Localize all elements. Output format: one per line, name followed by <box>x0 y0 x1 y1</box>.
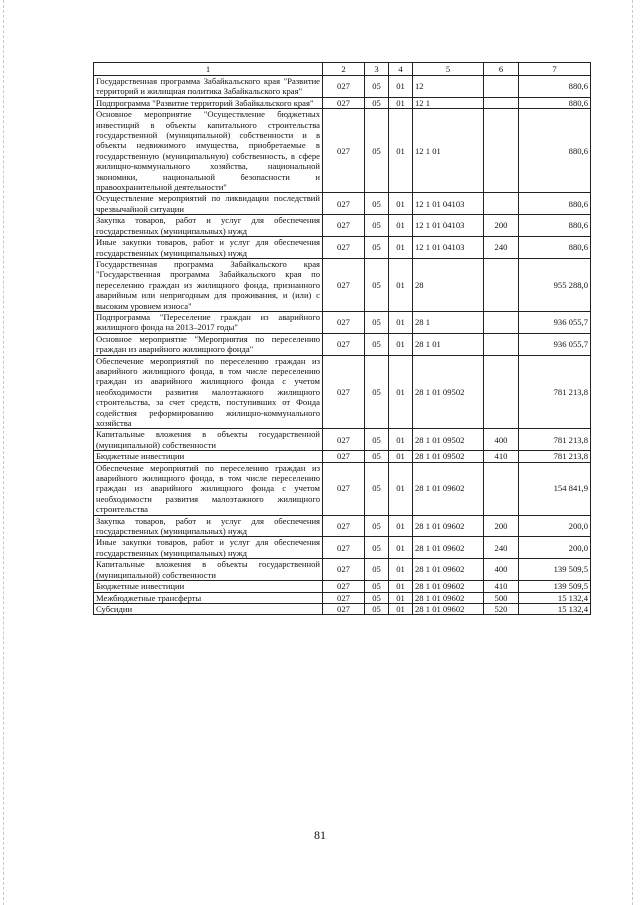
item-name-cell: Закупка товаров, работ и услуг для обеспечения государственных (муниципальных) нужд <box>94 515 323 537</box>
subsection-cell: 01 <box>389 311 413 333</box>
expense-type-cell <box>484 258 519 311</box>
subsection-cell: 01 <box>389 258 413 311</box>
expense-type-cell: 400 <box>484 429 519 451</box>
item-name-cell: Подпрограмма "Развитие территорий Забайкальского края" <box>94 97 323 108</box>
item-name-cell: Капитальные вложения в объекты государственной (муниципальной) собственности <box>94 559 323 581</box>
scan-edge-right <box>632 0 633 905</box>
scan-edge-left <box>3 0 4 905</box>
item-name-cell: Закупка товаров, работ и услуг для обеспечения государственных (муниципальных) нужд <box>94 215 323 237</box>
expense-type-cell: 200 <box>484 215 519 237</box>
section-cell: 05 <box>365 76 389 98</box>
admin-code-cell: 027 <box>323 537 365 559</box>
table-row <box>94 258 591 311</box>
admin-code-cell: 027 <box>323 333 365 355</box>
table-row <box>94 603 591 614</box>
item-name-cell: Обеспечение мероприятий по переселению граждан из аварийного жилищного фонда, в том числе переселению граждан из аварийного жилищного фонда с учетом необходимости развития малоэтажного жилищного строительства <box>94 462 323 515</box>
table-row <box>94 76 591 98</box>
section-cell: 05 <box>365 603 389 614</box>
target-article-cell: 12 1 01 04103 <box>413 215 484 237</box>
admin-code-cell: 027 <box>323 311 365 333</box>
amount-cell: 880,6 <box>519 109 591 193</box>
section-cell: 05 <box>365 97 389 108</box>
target-article-cell: 12 1 01 04103 <box>413 193 484 215</box>
table-row <box>94 215 591 237</box>
section-cell: 05 <box>365 537 389 559</box>
table-row <box>94 109 591 193</box>
section-cell: 05 <box>365 429 389 451</box>
target-article-cell: 12 <box>413 76 484 98</box>
section-cell: 05 <box>365 333 389 355</box>
header-col-3: 3 <box>365 63 389 76</box>
item-name-cell: Иные закупки товаров, работ и услуг для обеспечения государственных (муниципальных) нужд <box>94 237 323 259</box>
target-article-cell: 28 1 01 09602 <box>413 603 484 614</box>
subsection-cell: 01 <box>389 355 413 429</box>
amount-cell: 139 509,5 <box>519 581 591 592</box>
admin-code-cell: 027 <box>323 97 365 108</box>
amount-cell: 880,6 <box>519 97 591 108</box>
expense-type-cell <box>484 193 519 215</box>
item-name-cell: Капитальные вложения в объекты государственной (муниципальной) собственности <box>94 429 323 451</box>
admin-code-cell: 027 <box>323 76 365 98</box>
amount-cell: 936 055,7 <box>519 311 591 333</box>
subsection-cell: 01 <box>389 462 413 515</box>
subsection-cell: 01 <box>389 559 413 581</box>
header-col-6: 6 <box>484 63 519 76</box>
target-article-cell: 28 1 01 09602 <box>413 537 484 559</box>
subsection-cell: 01 <box>389 215 413 237</box>
target-article-cell: 28 1 01 09502 <box>413 355 484 429</box>
header-col-4: 4 <box>389 63 413 76</box>
expense-type-cell: 500 <box>484 592 519 603</box>
page-number: 81 <box>314 828 326 842</box>
table-row <box>94 451 591 462</box>
item-name-cell: Основное мероприятие "Осуществление бюджетных инвестиций в объекты капитального строительства государственной (муниципальной) собственности и в объекты недвижимого имущества, приобретаемые в государственную (муниципальную) собственность, в сфере жилищно-коммунального хозяйства, национальной экономики, национальной безопасности и правоохранительной деятельности" <box>94 109 323 193</box>
target-article-cell: 12 1 01 04103 <box>413 237 484 259</box>
section-cell: 05 <box>365 109 389 193</box>
section-cell: 05 <box>365 193 389 215</box>
amount-cell: 880,6 <box>519 237 591 259</box>
admin-code-cell: 027 <box>323 451 365 462</box>
table-row <box>94 559 591 581</box>
section-cell: 05 <box>365 215 389 237</box>
subsection-cell: 01 <box>389 193 413 215</box>
target-article-cell: 28 1 01 09602 <box>413 581 484 592</box>
expense-type-cell: 240 <box>484 237 519 259</box>
table-row <box>94 237 591 259</box>
table-header-row <box>94 63 591 76</box>
subsection-cell: 01 <box>389 603 413 614</box>
item-name-cell: Бюджетные инвестиции <box>94 451 323 462</box>
target-article-cell: 12 1 01 <box>413 109 484 193</box>
expense-type-cell: 520 <box>484 603 519 614</box>
table-row <box>94 333 591 355</box>
admin-code-cell: 027 <box>323 462 365 515</box>
target-article-cell: 28 1 <box>413 311 484 333</box>
target-article-cell: 28 1 01 09502 <box>413 451 484 462</box>
section-cell: 05 <box>365 559 389 581</box>
amount-cell: 781 213,8 <box>519 451 591 462</box>
table-row <box>94 592 591 603</box>
amount-cell: 955 288,0 <box>519 258 591 311</box>
section-cell: 05 <box>365 311 389 333</box>
amount-cell: 15 132,4 <box>519 603 591 614</box>
section-cell: 05 <box>365 237 389 259</box>
header-col-2: 2 <box>323 63 365 76</box>
admin-code-cell: 027 <box>323 559 365 581</box>
item-name-cell: Межбюджетные трансферты <box>94 592 323 603</box>
subsection-cell: 01 <box>389 429 413 451</box>
item-name-cell: Субсидии <box>94 603 323 614</box>
item-name-cell: Подпрограмма "Переселение граждан из аварийного жилищного фонда на 2013–2017 годы" <box>94 311 323 333</box>
target-article-cell: 28 1 01 09602 <box>413 515 484 537</box>
amount-cell: 200,0 <box>519 537 591 559</box>
subsection-cell: 01 <box>389 515 413 537</box>
item-name-cell: Иные закупки товаров, работ и услуг для обеспечения государственных (муниципальных) нужд <box>94 537 323 559</box>
target-article-cell: 28 1 01 09502 <box>413 429 484 451</box>
amount-cell: 880,6 <box>519 76 591 98</box>
table-body <box>94 76 591 615</box>
section-cell: 05 <box>365 258 389 311</box>
item-name-cell: Обеспечение мероприятий по переселению граждан из аварийного жилищного фонда, в том числе переселению граждан из аварийного жилищного фонда с учетом необходимости развития малоэтажного жилищного строительства, за счет средств, поступивших от Фонда содействия реформированию жилищно-коммунального хозяйства <box>94 355 323 429</box>
amount-cell: 880,6 <box>519 193 591 215</box>
amount-cell: 781 213,8 <box>519 355 591 429</box>
section-cell: 05 <box>365 451 389 462</box>
admin-code-cell: 027 <box>323 429 365 451</box>
subsection-cell: 01 <box>389 451 413 462</box>
budget-table <box>93 62 591 615</box>
subsection-cell: 01 <box>389 537 413 559</box>
admin-code-cell: 027 <box>323 193 365 215</box>
admin-code-cell: 027 <box>323 603 365 614</box>
expense-type-cell <box>484 76 519 98</box>
table-row <box>94 462 591 515</box>
amount-cell: 781 213,8 <box>519 429 591 451</box>
expense-type-cell: 410 <box>484 451 519 462</box>
amount-cell: 15 132,4 <box>519 592 591 603</box>
table-row <box>94 311 591 333</box>
expense-type-cell: 240 <box>484 537 519 559</box>
item-name-cell: Осуществление мероприятий по ликвидации последствий чрезвычайной ситуации <box>94 193 323 215</box>
expense-type-cell <box>484 462 519 515</box>
admin-code-cell: 027 <box>323 581 365 592</box>
subsection-cell: 01 <box>389 592 413 603</box>
admin-code-cell: 027 <box>323 355 365 429</box>
section-cell: 05 <box>365 592 389 603</box>
header-col-5: 5 <box>413 63 484 76</box>
subsection-cell: 01 <box>389 109 413 193</box>
admin-code-cell: 027 <box>323 237 365 259</box>
target-article-cell: 28 1 01 09602 <box>413 592 484 603</box>
item-name-cell: Государственная программа Забайкальского края "Государственная программа Забайкальского края по переселению граждан из жилищного фонда, признанного аварийным или непригодным для проживания, и (или) с высоким уровнем износа" <box>94 258 323 311</box>
admin-code-cell: 027 <box>323 258 365 311</box>
subsection-cell: 01 <box>389 237 413 259</box>
table-row <box>94 193 591 215</box>
section-cell: 05 <box>365 462 389 515</box>
table-row <box>94 355 591 429</box>
admin-code-cell: 027 <box>323 215 365 237</box>
admin-code-cell: 027 <box>323 109 365 193</box>
table-row <box>94 97 591 108</box>
target-article-cell: 28 1 01 09602 <box>413 462 484 515</box>
amount-cell: 139 509,5 <box>519 559 591 581</box>
expense-type-cell <box>484 355 519 429</box>
amount-cell: 880,6 <box>519 215 591 237</box>
amount-cell: 154 841,9 <box>519 462 591 515</box>
amount-cell: 936 055,7 <box>519 333 591 355</box>
table-row <box>94 581 591 592</box>
expense-type-cell <box>484 333 519 355</box>
expense-type-cell: 200 <box>484 515 519 537</box>
table-row <box>94 515 591 537</box>
target-article-cell: 28 1 01 <box>413 333 484 355</box>
amount-cell: 200,0 <box>519 515 591 537</box>
subsection-cell: 01 <box>389 581 413 592</box>
target-article-cell: 28 <box>413 258 484 311</box>
section-cell: 05 <box>365 515 389 537</box>
expense-type-cell <box>484 311 519 333</box>
item-name-cell: Основное мероприятие "Мероприятия по переселению граждан из аварийного жилищного фонда" <box>94 333 323 355</box>
table-row <box>94 429 591 451</box>
admin-code-cell: 027 <box>323 515 365 537</box>
header-col-7: 7 <box>519 63 591 76</box>
subsection-cell: 01 <box>389 333 413 355</box>
expense-type-cell <box>484 109 519 193</box>
subsection-cell: 01 <box>389 76 413 98</box>
table-row <box>94 537 591 559</box>
admin-code-cell: 027 <box>323 592 365 603</box>
header-col-1: 1 <box>94 63 323 76</box>
subsection-cell: 01 <box>389 97 413 108</box>
section-cell: 05 <box>365 355 389 429</box>
target-article-cell: 12 1 <box>413 97 484 108</box>
expense-type-cell: 400 <box>484 559 519 581</box>
expense-type-cell: 410 <box>484 581 519 592</box>
section-cell: 05 <box>365 581 389 592</box>
item-name-cell: Бюджетные инвестиции <box>94 581 323 592</box>
expense-type-cell <box>484 97 519 108</box>
item-name-cell: Государственная программа Забайкальского края "Развитие территорий и жилищная политика Забайкальского края" <box>94 76 323 98</box>
target-article-cell: 28 1 01 09602 <box>413 559 484 581</box>
